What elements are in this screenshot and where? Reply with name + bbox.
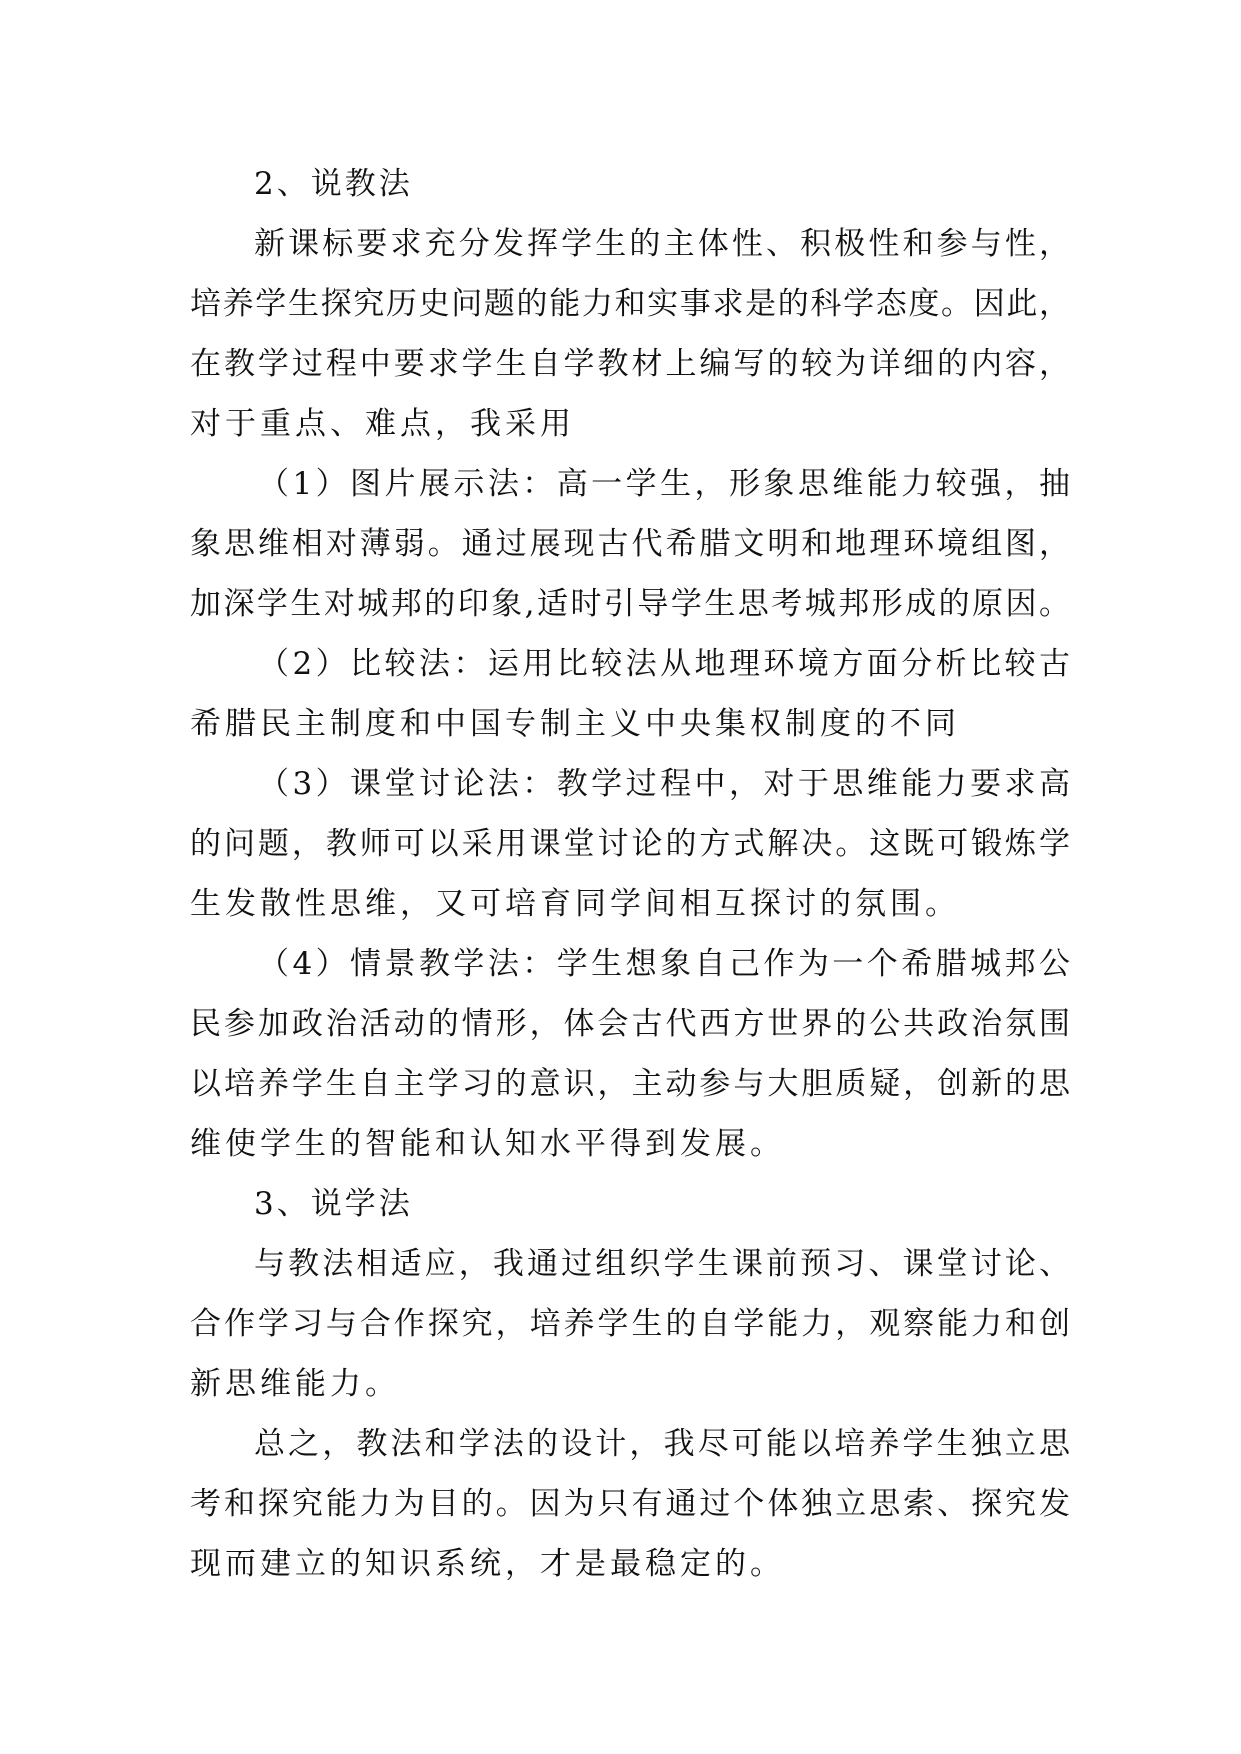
paragraph-line: 在教学过程中要求学生自学教材上编写的较为详细的内容， [190,346,1070,382]
paragraph-line: 与教法相适应，我通过组织学生课前预习、课堂讨论、 [254,1246,1070,1282]
paragraph-line: 新课标要求充分发挥学生的主体性、积极性和参与性， [254,226,1070,262]
paragraph-line: 培养学生探究历史问题的能力和实事求是的科学态度。因此， [190,286,1070,322]
method-item-line: 加深学生对城邦的印象,适时引导学生思考城邦形成的原因。 [190,586,1070,622]
section-heading-teaching-methods: 2、说教法 [254,166,413,202]
method-item-line: （4）情景教学法：学生想象自己作为一个希腊城邦公 [258,946,1070,982]
method-item-line: 象思维相对薄弱。通过展现古代希腊文明和地理环境组图， [190,526,1070,562]
method-item-line: 民参加政治活动的情形，体会古代西方世界的公共政治氛围 [190,1006,1070,1042]
method-item-line: （3）课堂讨论法：教学过程中，对于思维能力要求高 [258,766,1070,802]
paragraph-line: 考和探究能力为目的。因为只有通过个体独立思索、探究发 [190,1486,1070,1522]
method-item-line: 生发散性思维，又可培育同学间相互探讨的氛围。 [190,886,960,922]
paragraph-line: 新思维能力。 [190,1366,400,1402]
paragraph-line: 对于重点、难点，我采用 [190,406,575,442]
paragraph-line: 合作学习与合作探究，培养学生的自学能力，观察能力和创 [190,1306,1070,1342]
method-item-line: （1）图片展示法：高一学生，形象思维能力较强，抽 [258,466,1070,502]
method-item-line: 维使学生的智能和认知水平得到发展。 [190,1126,785,1162]
method-item-line: 以培养学生自主学习的意识，主动参与大胆质疑，创新的思 [190,1066,1070,1102]
method-item-line: 希腊民主制度和中国专制主义中央集权制度的不同 [190,706,960,742]
paragraph-line: 总之，教法和学法的设计，我尽可能以培养学生独立思 [254,1426,1070,1462]
method-item-line: 的问题，教师可以采用课堂讨论的方式解决。这既可锻炼学 [190,826,1070,862]
method-item-line: （2）比较法：运用比较法从地理环境方面分析比较古 [258,646,1070,682]
paragraph-line: 现而建立的知识系统，才是最稳定的。 [190,1546,785,1582]
section-heading-learning-methods: 3、说学法 [254,1186,413,1222]
